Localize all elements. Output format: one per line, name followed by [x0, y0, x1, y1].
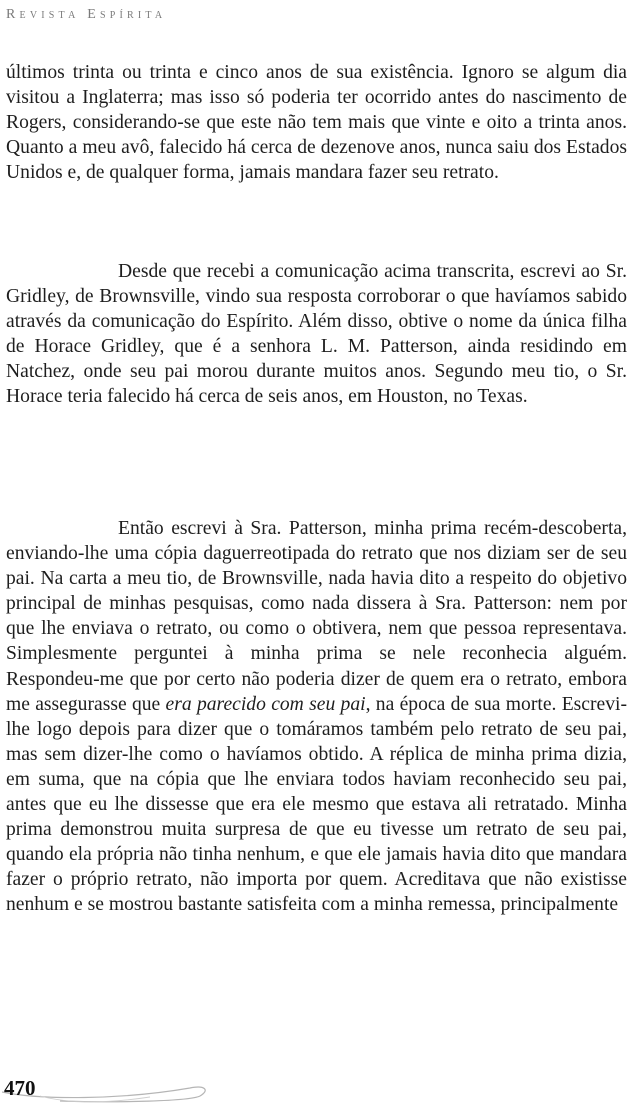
paragraph-3-block [6, 516, 627, 918]
paragraph-3-italic-quote: era parecido com seu pai [165, 693, 366, 715]
paragraph-3-text-end: , na época de sua morte. Escrevi-lhe logo depois para dizer que o tomáramos também pelo retrato de seu pai, mas sem dizer-lhe como o havíamos obtido. A réplica de minha prima dizia, em suma, que na cópia que lhe enviara todos haviam reconhecido seu pai, antes que eu lhe dissesse que era ele mesmo que estava ali retratado. Minha prima demonstrou muita surpresa de que eu tivesse um retrato de seu pai, quando ela própria não tinha nenhum, e que ele jamais havia dito que mandara fazer o próprio retrato, não importa por quem. Acreditava que não existisse nenhum e se mostrou bastante satisfeita com a minha remessa, principalmente [6, 693, 627, 916]
paragraph-1-block [6, 60, 627, 185]
paragraph-3-text-start: Então escrevi à Sra. Patterson, minha prima recém-descoberta, enviando-lhe uma cópia daguerreotipada do retrato que nos diziam ser de seu pai. Na carta a meu tio, de Brownsville, nada havia dito a respeito do objetivo principal de minhas pesquisas, como nada dissera à Sra. Patterson: nem por que lhe enviava o retrato, ou como o obtivera, nem que pessoa representava. Simplesmente perguntei à minha prima se nele reconhecia alguém. Respondeu-me que por certo não poderia dizer de quem era o retrato, embora me assegurasse que [6, 518, 627, 715]
paragraph-2-block [6, 259, 627, 410]
running-header: Revista Espírita [6, 7, 167, 22]
paragraph-3 [6, 516, 627, 918]
paragraph-2: Desde que recebi a comunicação acima transcrita, escrevi ao Sr. Gridley, de Brownsville, vindo sua resposta corroborar o que havíamos sabido através da comunicação do Espírito. Além disso, obtive o nome da única filha de Horace Gridley, que é a senhora L. M. Patterson, ainda residindo em Natchez, onde seu pai morou durante muitos anos. Segundo meu tio, o Sr. Horace teria falecido há cerca de seis anos, em Houston, no Texas. [6, 261, 627, 408]
page-number: 470 [4, 1076, 36, 1100]
paragraph-1: últimos trinta ou trinta e cinco anos de sua existência. Ignoro se algum dia visitou a Inglaterra; mas isso só poderia ter ocorrido antes do nascimento de Rogers, considerando-se que este não tem mais que vinte e oito a trinta anos. Quanto a meu avô, falecido há cerca de dezenove anos, nunca saiu dos Estados Unidos e, de qualquer forma, jamais mandara fazer seu retrato. [6, 62, 627, 184]
